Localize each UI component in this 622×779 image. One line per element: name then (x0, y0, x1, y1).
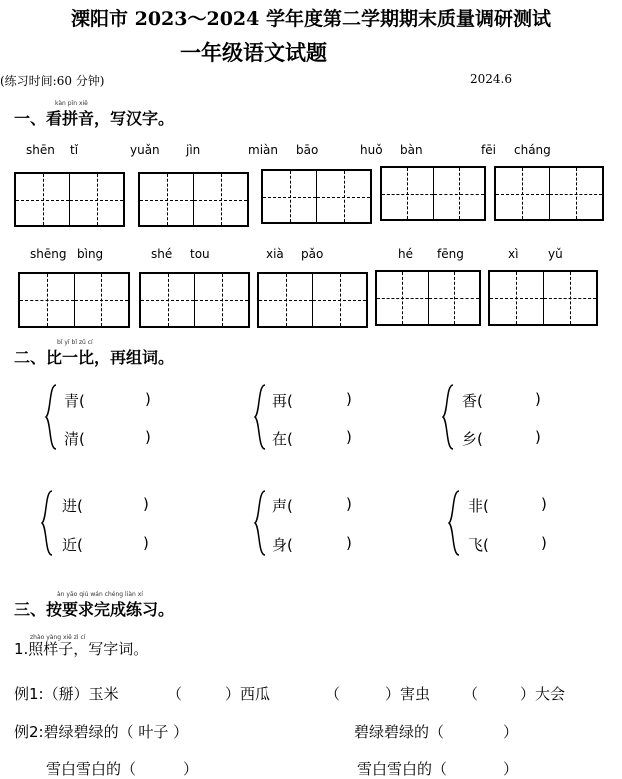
writing-grid[interactable] (14, 172, 125, 227)
compare-word: 飞( (468, 536, 489, 554)
example3-right[interactable]: 雪白雪白的（ (357, 760, 448, 778)
example2-right[interactable]: 碧绿碧绿的（ (354, 723, 445, 741)
pinyin: tou (190, 247, 210, 261)
blank-close: ） (503, 723, 519, 741)
pinyin: bìng (77, 247, 104, 261)
compare-close: ) (143, 495, 149, 513)
example1-word: ）害虫 (385, 685, 431, 703)
pinyin: tǐ (70, 143, 79, 157)
compare-word: 近( (62, 536, 83, 554)
compare-close: ) (143, 534, 149, 552)
brace-icon (44, 383, 58, 451)
compare-word: 清( (64, 430, 85, 448)
pinyin: jìn (186, 143, 201, 157)
writing-grid[interactable] (380, 166, 486, 221)
exam-date: 2024.6 (470, 72, 512, 86)
writing-grid[interactable] (375, 270, 481, 326)
compare-word: 非( (468, 497, 489, 515)
example1-label: 例1:（掰）玉米 (14, 685, 119, 703)
q1-label: 1.照样子，写字词。 (14, 640, 149, 658)
writing-grid[interactable] (139, 272, 250, 328)
pinyin: yǔ (548, 247, 563, 261)
compare-word: 乡( (462, 430, 483, 448)
compare-close: ) (346, 428, 352, 446)
compare-word: 香( (462, 392, 483, 410)
section1-ruby: kàn pīn xiě (55, 100, 88, 107)
pinyin: shēn (26, 143, 55, 157)
writing-grid[interactable] (257, 272, 368, 328)
compare-close: ) (145, 428, 151, 446)
brace-icon (447, 489, 461, 557)
example1-word: ）大会 (520, 685, 566, 703)
blank-open[interactable]: （ (325, 685, 341, 703)
writing-grid[interactable] (138, 172, 249, 227)
compare-close: ) (346, 534, 352, 552)
brace-icon (40, 489, 54, 557)
compare-close: ) (541, 534, 547, 552)
compare-word: 再( (272, 392, 293, 410)
compare-close: ) (535, 428, 541, 446)
compare-word: 青( (64, 392, 85, 410)
pinyin: xì (508, 247, 519, 261)
pinyin: miàn (248, 143, 278, 157)
section1-title: 一、看拼音，写汉字。 (14, 109, 175, 128)
brace-icon (253, 489, 267, 557)
compare-close: ) (145, 390, 151, 408)
section3-title: 三、按要求完成练习。 (14, 600, 175, 619)
pinyin: bàn (400, 143, 423, 157)
section3-ruby: àn yāo qiú wán chéng liàn xí (57, 591, 143, 598)
example1-word: ）西瓜 (225, 685, 271, 703)
section2-title: 二、比一比，再组词。 (14, 348, 175, 367)
section2-ruby: bǐ yī bǐ zǔ cí (57, 339, 93, 346)
pinyin: bāo (296, 143, 319, 157)
q1-ruby: zhào yàng xiě zì cí (30, 634, 86, 641)
writing-grid[interactable] (488, 270, 598, 326)
compare-word: 身( (272, 536, 293, 554)
pinyin: shēng (30, 247, 67, 261)
compare-close: ) (535, 390, 541, 408)
compare-word: 声( (272, 497, 293, 515)
blank-close: ） (183, 760, 199, 778)
writing-grid[interactable] (494, 166, 604, 221)
example2-left: 例2:碧绿碧绿的（ 叶子 ） (14, 723, 189, 741)
brace-icon (441, 383, 455, 451)
pinyin: hé (398, 247, 413, 261)
blank-open[interactable]: （ (463, 685, 479, 703)
blank-open[interactable]: （ (167, 685, 183, 703)
compare-word: 进( (62, 497, 83, 515)
compare-close: ) (346, 495, 352, 513)
pinyin: fēi (481, 143, 496, 157)
pinyin: fēng (437, 247, 464, 261)
pinyin: cháng (514, 143, 551, 157)
example3-left[interactable]: 雪白雪白的（ (46, 760, 137, 778)
compare-close: ) (346, 390, 352, 408)
pinyin: xià (266, 247, 284, 261)
exam-time: (练习时间:60 分钟) (0, 74, 105, 88)
brace-icon (253, 383, 267, 451)
writing-grid[interactable] (261, 169, 372, 224)
compare-word: 在( (272, 430, 293, 448)
writing-grid[interactable] (18, 272, 130, 328)
exam-title: 溧阳市 2023～2024 学年度第二学期期末质量调研测试 (71, 8, 551, 30)
compare-close: ) (541, 495, 547, 513)
pinyin: huǒ (360, 143, 383, 157)
pinyin: pǎo (301, 247, 324, 261)
pinyin: yuǎn (130, 143, 160, 157)
pinyin: shé (151, 247, 173, 261)
exam-subtitle: 一年级语文试题 (180, 40, 327, 65)
blank-close: ） (503, 760, 519, 778)
